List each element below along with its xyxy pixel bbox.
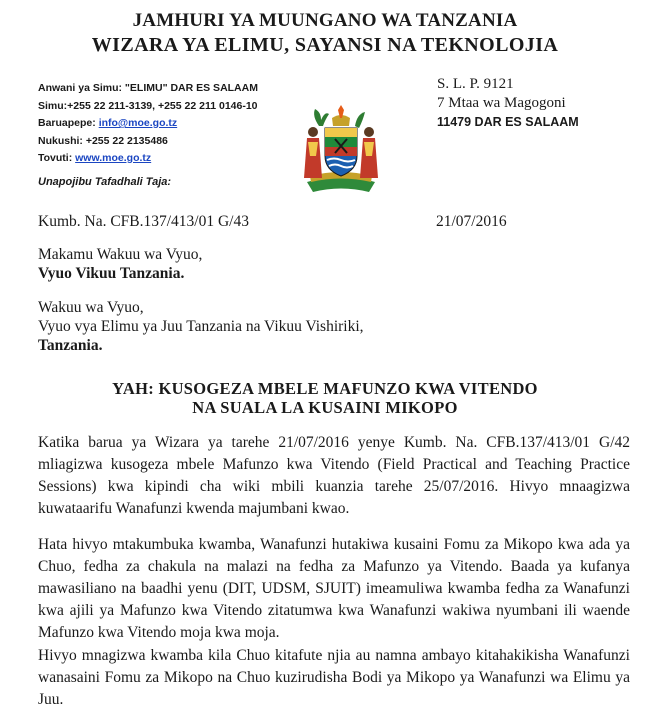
recipient-title: Wakuu wa Vyuo, [38,299,144,316]
postal-address [437,75,579,132]
recipient-title: Makamu Wakuu wa Vyuo, [38,246,203,263]
recipient-org: Vyuo Vikuu Tanzania. [38,265,185,282]
contact-block [38,80,338,168]
city-address: 11479 DAR ES SALAAM [437,115,579,129]
reference-number: Kumb. Na. CFB.137/413/01 G/43 [38,213,249,230]
website-line [38,150,338,168]
recipient-2 [38,298,364,355]
website-link[interactable]: www.moe.go.tz [75,152,152,164]
fax-number: Nukushi: +255 22 2135486 [38,134,168,147]
email-link[interactable]: info@moe.go.tz [98,117,178,129]
body-paragraph-3: Hivyo mnagizwa kwamba kila Chuo kitafute njia au namna ambayo kitahakikisha Wanafunzi wanasaini Fomu za Mikopo na Chuo kuzirudisha Bodi ya Mikopo ya Wanafunzi wa Elimu ya Juu. [38,647,630,708]
letter-subject [0,379,650,417]
telegram-address: Anwani ya Simu: "ELIMU" DAR ES SALAAM [38,82,258,94]
letter-date: 21/07/2016 [436,213,507,230]
email-line [38,115,338,133]
recipient-1 [38,245,202,283]
reply-note: Unapojibu Tafadhali Taja: [38,176,172,188]
email-label: Baruapepe: [38,117,99,129]
letterhead-ministry: WIZARA YA ELIMU, SAYANSI NA TEKNOLOJIA [91,34,559,56]
coat-of-arms-emblem [299,104,383,194]
street-address: 7 Mtaa wa Magogoni [437,95,566,111]
recipient-org: Vyuo vya Elimu ya Juu Tanzania na Vikuu Vishiriki, [38,318,364,335]
body-paragraph-1: Katika barua ya Wizara ya tarehe 21/07/2016 yenye Kumb. Na. CFB.137/413/01 G/42 mliagizwa kusogeza mbele Mafunzo kwa Vitendo (Field Practical and Teaching Practice Sessions) kwa kipindi cha wiki mbili kuanzia tarehe 25/07/2016. Hivyo mnaagizwa kuwataarifu Wanafunzi kwenda majumbani kwao. [38,434,630,517]
subject-line-1: YAH: KUSOGEZA MBELE MAFUNZO KWA VITENDO [112,379,538,398]
website-label: Tovuti: [38,152,76,164]
po-box: S. L. P. 9121 [437,76,514,92]
letterhead-country: JAMHURI YA MUUNGANO WA TANZANIA [132,10,518,31]
recipient-country: Tanzania. [38,337,103,354]
subject-line-2: NA SUALA LA KUSAINI MIKOPO [192,398,458,417]
body-paragraph-2: Hata hivyo mtakumbuka kwamba, Wanafunzi hutakiwa kusaini Fomu za Mikopo kwa ada ya Chuo, fedha za chakula na malazi na fedha za Mafunzo ya Vitendo. Baada ya kufanya mawasiliano na baadhi yenu (DIT, UDSM, SJUIT) imeamuliwa kwamba fedha za Wanafunzi kwa ajili ya Mafunzo kwa Vitendo zitatumwa kwa Wanafunzi wakiwa nyumbani ili waende Mafunzo kwa Vitendo moja kwa moja. [38,536,630,641]
phone-numbers: Simu:+255 22 211-3139, +255 22 211 0146-10 [38,99,258,112]
